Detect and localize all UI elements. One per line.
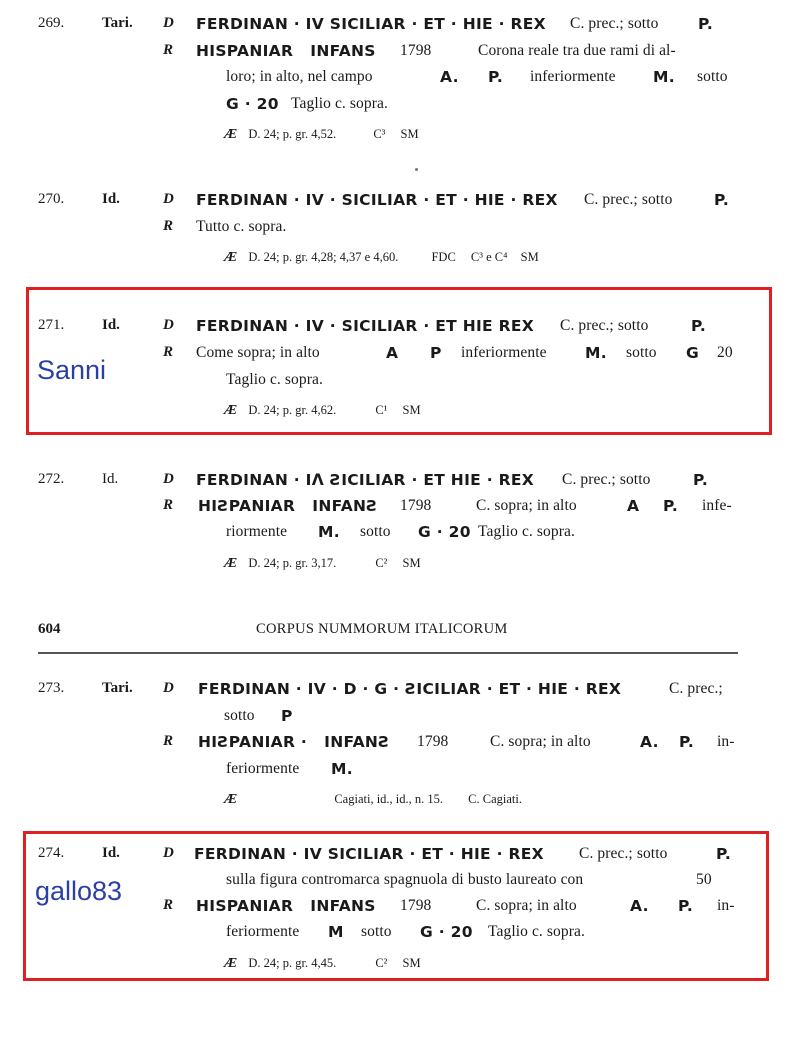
- entry-number: 272.: [38, 471, 65, 487]
- metal-symbol: Æ: [224, 250, 238, 265]
- obverse-text: C. prec.; sotto: [562, 471, 651, 488]
- denomination: Tari.: [102, 15, 133, 31]
- reverse-line-2: loro; in alto, nel campo: [226, 68, 373, 85]
- reverse-legend: HISPANIAR INFANS: [196, 897, 376, 915]
- reverse-legend: HISPANIAR INFANS: [196, 42, 376, 60]
- metal-symbol: Æ: [224, 956, 238, 971]
- reverse-label: R: [163, 42, 174, 58]
- field-letter-a: A: [627, 497, 640, 515]
- metal-symbol: Æ: [224, 127, 238, 142]
- obverse-legend: FERDINAN · IV SICILIAR · ET · HIE · REX: [194, 845, 544, 863]
- obverse-text: C. prec.; sotto: [560, 317, 649, 334]
- reverse-label: R: [163, 344, 174, 360]
- reverse-text: C. sopra; in alto: [476, 897, 577, 914]
- reverse-text-2: infe-: [702, 497, 732, 514]
- metal-symbol: Æ: [224, 792, 238, 807]
- page-number: 604: [38, 621, 61, 637]
- reverse-text-2: in-: [717, 733, 735, 750]
- field-letter-p: P.: [488, 68, 504, 86]
- field-letter-m: M: [328, 923, 344, 941]
- collection-ref: C³: [373, 127, 386, 141]
- obverse-text: C. prec.; sotto: [579, 845, 668, 862]
- field-letter-m: M.: [653, 68, 675, 86]
- obverse-legend: FERDINAN · IV SICILIAR · ET · HIE · REX: [196, 15, 546, 33]
- header-rule: [38, 652, 738, 654]
- field-letter-p: P: [430, 344, 442, 362]
- entry-meta: [224, 956, 421, 972]
- reverse-text-3: riormente: [226, 523, 288, 540]
- reverse-text: C. sopra; in alto: [490, 733, 591, 750]
- field-letter-g: G · 20: [226, 95, 279, 113]
- collection-sm: SM: [402, 403, 421, 417]
- reverse-text: Tutto c. sopra.: [196, 218, 287, 235]
- weight-info: D. 24; p. gr. 4,45.: [248, 956, 337, 970]
- reverse-text-4: Taglio c. sopra.: [291, 95, 388, 112]
- denomination: Id.: [102, 191, 120, 207]
- field-letter-m: M.: [331, 760, 353, 778]
- entry-meta: [224, 250, 539, 266]
- entry-meta: [224, 792, 522, 808]
- field-letter-m: M.: [585, 344, 607, 362]
- collection-ref: C¹: [375, 403, 388, 417]
- reverse-text-2: inferiormente: [461, 344, 547, 361]
- reverse-year: 1798: [400, 497, 432, 514]
- collection-sm: SM: [402, 556, 421, 570]
- reverse-text: C. sopra; in alto: [476, 497, 577, 514]
- reverse-text-5: Taglio c. sopra.: [488, 923, 585, 940]
- entry-number: 271.: [38, 317, 65, 333]
- denomination: Tari.: [102, 680, 133, 696]
- annotation-label: gallo83: [35, 876, 123, 906]
- reverse-text-2: in-: [717, 897, 735, 914]
- print-speck: [415, 168, 418, 171]
- entry-meta: [224, 403, 421, 419]
- entry-number: 273.: [38, 680, 65, 696]
- obverse-end: P.: [693, 471, 709, 489]
- field-letter-a: A: [386, 344, 399, 362]
- reverse-text-4: sotto: [360, 523, 391, 540]
- obverse-label: D: [163, 471, 174, 487]
- reverse-label: R: [163, 497, 174, 513]
- field-letter-a: A.: [440, 68, 459, 86]
- obverse-line-2: sotto: [224, 707, 255, 724]
- entry-number: 270.: [38, 191, 65, 207]
- obverse-text: C. prec.; sotto: [584, 191, 673, 208]
- field-letter-a: A.: [630, 897, 649, 915]
- reverse-text-5: Taglio c. sopra.: [478, 523, 575, 540]
- reverse-text: Come sopra; in alto: [196, 344, 320, 361]
- obverse-end: P.: [691, 317, 707, 335]
- denomination: Id.: [102, 471, 119, 487]
- entry-number: 274.: [38, 845, 65, 861]
- obverse-legend: FERDINAN · Iꓥ ƧICILIAR · ET HIE · REX: [196, 471, 534, 489]
- field-letter-p: P.: [678, 897, 694, 915]
- obverse-end: P.: [716, 845, 732, 863]
- obverse-label: D: [163, 680, 174, 696]
- collection-ref: C²: [375, 956, 388, 970]
- reverse-label: R: [163, 733, 174, 749]
- obverse-label: D: [163, 845, 174, 861]
- obverse-text: C. prec.; sotto: [570, 15, 659, 32]
- annotation-label: Sanni: [37, 355, 107, 385]
- metal-symbol: Æ: [224, 556, 238, 571]
- field-letter-p: P.: [679, 733, 695, 751]
- obverse-label: D: [163, 191, 174, 207]
- collection-sm: SM: [400, 127, 419, 141]
- obverse-label: D: [163, 317, 174, 333]
- reference: Cagiati, id., id., n. 15.: [334, 792, 444, 806]
- field-letter-a: A.: [640, 733, 659, 751]
- reverse-year: 1798: [400, 897, 432, 914]
- countermark-value: 50: [696, 871, 712, 888]
- denomination: Id.: [102, 845, 120, 861]
- obverse-line-2: sulla figura contromarca spagnuola di busto laureato con: [226, 871, 584, 888]
- weight-info: D. 24; p. gr. 4,52.: [248, 127, 337, 141]
- reverse-text-3: sotto: [697, 68, 728, 85]
- metal-symbol: Æ: [224, 403, 238, 418]
- reverse-text: Corona reale tra due rami di al-: [478, 42, 676, 59]
- field-letter-g: G · 20: [420, 923, 473, 941]
- obverse-end: P.: [698, 15, 714, 33]
- field-letter-g: G · 20: [418, 523, 471, 541]
- obverse-letter-p: P: [281, 707, 293, 725]
- reverse-text-2: inferiormente: [530, 68, 616, 85]
- grade: FDC: [431, 250, 456, 264]
- obverse-end: P.: [714, 191, 730, 209]
- collection-sm: SM: [520, 250, 539, 264]
- field-letter-m: M.: [318, 523, 340, 541]
- reverse-text-4: Taglio c. sopra.: [226, 371, 323, 388]
- weight-info: D. 24; p. gr. 4,62.: [248, 403, 337, 417]
- field-letter-p: P.: [663, 497, 679, 515]
- reverse-number: 20: [717, 344, 733, 361]
- collection-sm: SM: [402, 956, 421, 970]
- reverse-year: 1798: [400, 42, 432, 59]
- page-title: CORPUS NUMMORUM ITALICORUM: [256, 621, 508, 637]
- collection-ref: C³ e C⁴: [470, 250, 508, 264]
- obverse-legend: FERDINAN · IV · SICILIAR · ET HIE REX: [196, 317, 534, 335]
- reverse-legend: HIƧPANIAR INFANƧ: [198, 497, 378, 515]
- weight-info: D. 24; p. gr. 3,17.: [248, 556, 337, 570]
- reverse-label: R: [163, 897, 174, 913]
- entry-meta: [224, 127, 419, 143]
- collection-ref: C²: [375, 556, 388, 570]
- obverse-text: C. prec.;: [669, 680, 723, 697]
- obverse-label: D: [163, 15, 174, 31]
- entry-meta: [224, 556, 421, 572]
- reverse-text-3: feriormente: [226, 760, 300, 777]
- field-letter-g: G: [686, 344, 700, 362]
- entry-number: 269.: [38, 15, 65, 31]
- obverse-legend: FERDINAN · IV · D · G · ƧICILIAR · ET · HIE · REX: [198, 680, 622, 698]
- reverse-text-3: feriormente: [226, 923, 300, 940]
- reverse-text-3: sotto: [626, 344, 657, 361]
- reverse-label: R: [163, 218, 174, 234]
- reverse-year: 1798: [417, 733, 449, 750]
- weight-info: D. 24; p. gr. 4,28; 4,37 e 4,60.: [248, 250, 399, 264]
- collection-ref: C. Cagiati.: [468, 792, 522, 806]
- reverse-text-4: sotto: [361, 923, 392, 940]
- reverse-legend: HIƧPANIAR · INFANƧ: [198, 733, 390, 751]
- obverse-legend: FERDINAN · IV · SICILIAR · ET · HIE · REX: [196, 191, 558, 209]
- denomination: Id.: [102, 317, 120, 333]
